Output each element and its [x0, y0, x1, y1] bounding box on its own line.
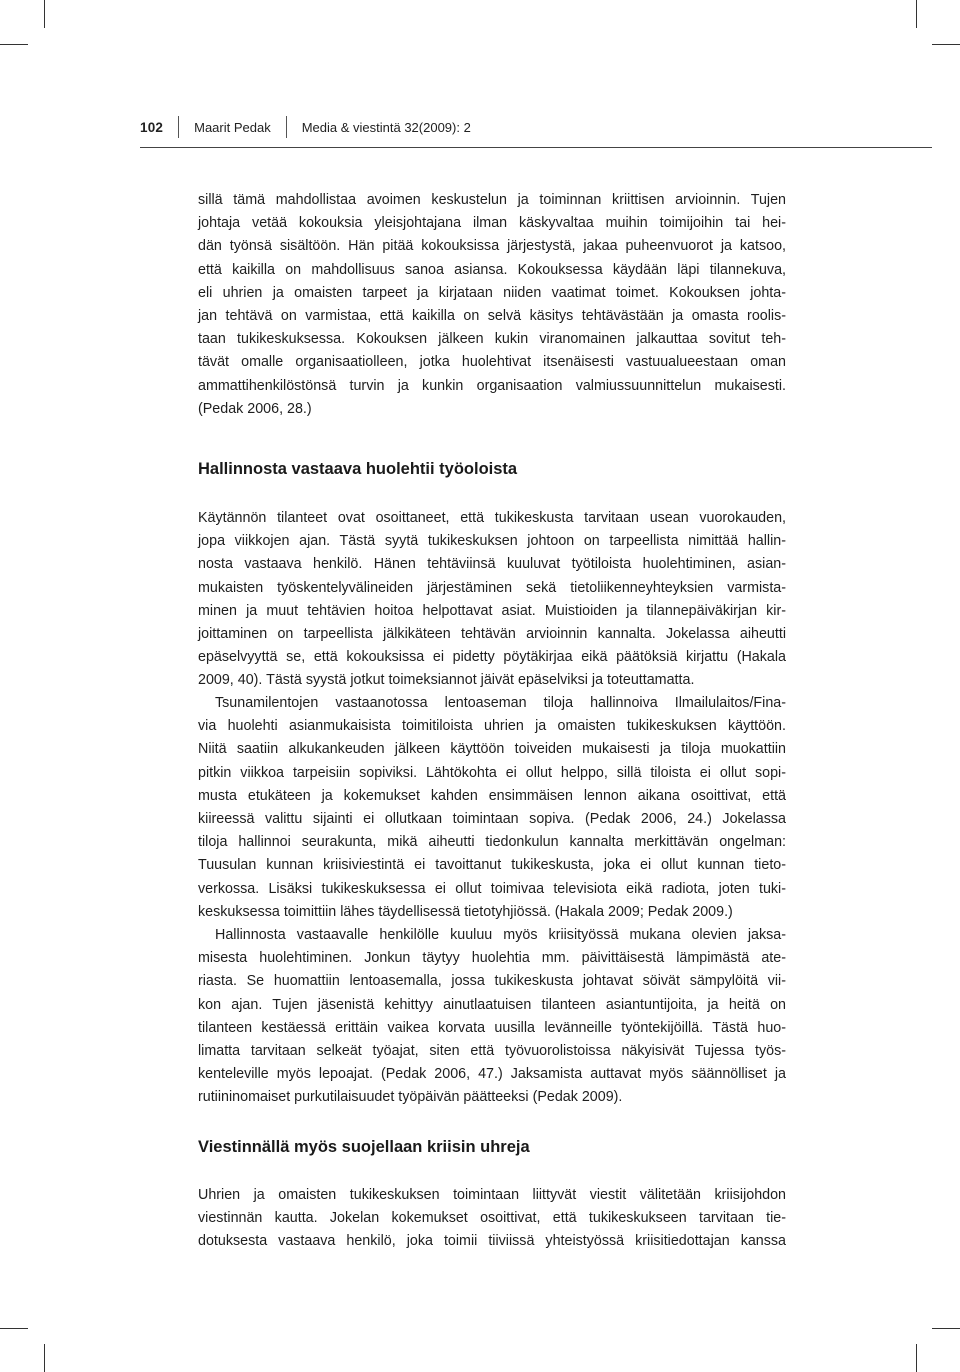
text-line: viestinnän kautta. Jokelan kokemukset osoittivat, että tukikeskukseen tarvitaan tie-: [198, 1210, 786, 1227]
text-line: tävät omalle organisaatiolleen, jotka huolehtivat itsenäisesti vastuualueestaan oman: [198, 354, 786, 371]
crop-mark-bottom-right-horizontal: [932, 1328, 960, 1329]
text-line: minen ja muut tehtävien hoitoa helpottavat asiat. Muistioiden ja tilannepäiväkirjan kir-: [198, 602, 786, 619]
text-line: verkossa. Lisäksi tukikeskuksessa ei ollut toimivaa televisiota eikä radiota, joten tuki-: [198, 880, 786, 897]
header-separator: [178, 116, 179, 138]
text-line: dotuksesta vastaava henkilö, joka toimii tiiviissä yhteistyössä kriisitiedottajan kanssa: [198, 1233, 786, 1250]
section-heading-1: Hallinnosta vastaava huolehtii työoloista: [198, 460, 518, 478]
crop-mark-bottom-right: [916, 1344, 917, 1372]
text-line: tiloja hallinnoi seurakunta, mikä aiheutti tiedonkulun kannalta merkittävän ongelman:: [198, 834, 786, 851]
crop-mark-top-left-horizontal: [0, 44, 28, 45]
text-line: tilanteen kestäessä erittäin vaikea korvata uusilla levänneille työntekijöillä. Tästä huo-: [198, 1019, 786, 1036]
text-line: Uhrien ja omaisten tukikeskuksen toimintaan liittyvät viestit välitetään kriisijohdon: [198, 1187, 786, 1203]
text-line: kon ajan. Tujen jäsenistä kehittyy ainutlaatuisen tilanteen asiantuntijoita, ja heitä on: [198, 996, 786, 1013]
paragraph-block-2: [198, 507, 786, 693]
text-line: dän työnsä sisältöön. Hän pitää kokouksissa järjestystä, jakaa puheenvuorot ja katsoo,: [198, 238, 786, 255]
text-line: mukaisten työskentelyvälineiden järjestäminen sekä tietoliikenneyhteyksien varmista-: [198, 579, 786, 596]
page-number: 102: [140, 119, 164, 135]
text-line: misesta huolehtiminen. Jonkun täytyy huolehtia mm. päivittäisestä lämpimästä ate-: [198, 950, 786, 967]
paragraph-block-5: [198, 1184, 786, 1254]
crop-mark-bottom-left-horizontal: [0, 1328, 28, 1329]
text-line: 2009, 40). Tästä syystä jotkut toimeksiannot jäivät epäselviksi ja toteuttamatta.: [198, 672, 695, 689]
text-line: joittaminen on tarpeellista jälkikäteen tehtävän arvioinnin kannalta. Jokelassa aiheutti: [198, 625, 786, 642]
text-line: Käytännön tilanteet ovat osoittaneet, että tukikeskusta tarvitaan usean vuorokauden,: [198, 510, 786, 526]
text-line: kiireessä valittu sijainti ei ollutkaan toimintaan sopiva. (Pedak 2006, 24.) Jokelassa: [198, 810, 786, 827]
text-line: pitkin viikkoa tarpeisiin sopiviksi. Lähtökohta ei ollut helppo, sillä tiloista ei ollut sopi-: [198, 764, 786, 781]
paragraph-block-1: [198, 189, 786, 421]
header-rule: [140, 147, 932, 148]
text-line: taan tukikeskuksessa. Kokouksen jälkeen kukin viranomainen jalkauttaa sovitut teh-: [198, 331, 786, 348]
crop-mark-top-right-horizontal: [932, 44, 960, 45]
text-line: Tuusulan kunnan kriisiviestintä ei tavoittanut tukikeskusta, joka ei ollut kunnan tieto-: [198, 857, 786, 874]
text-line: ammattihenkilöstönsä turvin ja kunkin organisaation valmiussuunnittelun mukaisesti.: [198, 377, 786, 394]
text-line: epäselvyyttä se, että kokouksissa ei pidetty pöytäkirjaa eikä päätöksiä kirjattu (Hakala: [198, 649, 786, 666]
text-line: sillä tämä mahdollistaa avoimen keskustelun ja toiminnan kriittisen arvioinnin. Tujen: [198, 192, 786, 208]
header-separator: [286, 116, 287, 138]
section-heading-2: Viestinnällä myös suojellaan kriisin uhreja: [198, 1138, 530, 1156]
text-line: Niitä saatiin alkukankeuden jälkeen käyttöön toiveiden mukaisesti ja tiloja muokattiin: [198, 741, 786, 758]
paragraph-block-3: [198, 692, 786, 924]
text-line: Tsunamilentojen vastaanotossa lentoaseman tiloja hallinnoiva Ilmailulaitos/Fina-: [215, 695, 786, 711]
text-line: jan tehtävä on varmistaa, että kaikilla on selvä käsitys tehtävästään ja omasta roolis-: [198, 307, 786, 324]
text-line: keskuksessa toimittiin lähes täydellisessä tietotyhjiössä. (Hakala 2009; Pedak 2009.): [198, 903, 733, 920]
author-name: Maarit Pedak: [194, 119, 271, 135]
paragraph-block-4: [198, 924, 786, 1110]
crop-mark-top-right: [916, 0, 917, 28]
text-line: musta etukäteen ja kokemukset kahden ensimmäisen lennon aikana osoittivat, että: [198, 787, 786, 804]
text-line: via huolehti asianmukaisista toimitiloista uhrien ja omaisten tukikeskuksen käyttöön.: [198, 718, 786, 735]
text-line: (Pedak 2006, 28.): [198, 400, 312, 417]
crop-mark-bottom-left: [44, 1344, 45, 1372]
text-line: että kaikilla on mahdollisuus sanoa asiansa. Kokouksessa käydään läpi tilannekuva,: [198, 261, 786, 278]
text-line: kenteleville myös lepoajat. (Pedak 2006, 47.) Jaksamista auttavat myös säännölliset ja: [198, 1066, 786, 1083]
text-line: jopa viikkojen ajan. Tästä syytä tukikeskuksen johtoon on tarpeellista nimittää hallin-: [198, 533, 786, 550]
text-line: eli uhrien ja omaisten tarpeet ja kirjataan niiden vaatimat toimet. Kokouksen johta-: [198, 284, 786, 301]
text-line: rutiininomaiset purkutilaisuudet työpäivän päätteeksi (Pedak 2009).: [198, 1089, 623, 1106]
text-line: limatta tarvitaan selkeät työajat, siten että työvuorolistoissa näkyisivät Tujessa työs-: [198, 1042, 786, 1059]
text-line: Hallinnosta vastaavalle henkilölle kuuluu myös kriisityössä mukana olevien jaksa-: [215, 927, 786, 943]
text-line: johtaja vetää kokouksia yleisjohtajana ilman käskyvaltaa muihin toimijoihin tai hei-: [198, 215, 786, 232]
text-line: nosta vastaava henkilö. Hänen tehtäviinsä kuuluvat työtiloista huolehtiminen, asian-: [198, 556, 786, 573]
crop-mark-top-left: [44, 0, 45, 28]
running-header: [140, 116, 471, 138]
journal-citation: Media & viestintä 32(2009): 2: [301, 119, 471, 135]
text-line: riasta. Se huomattiin lentoasemalla, jossa tukikeskusta johtavat söivät sämpylöitä vii-: [198, 973, 786, 990]
